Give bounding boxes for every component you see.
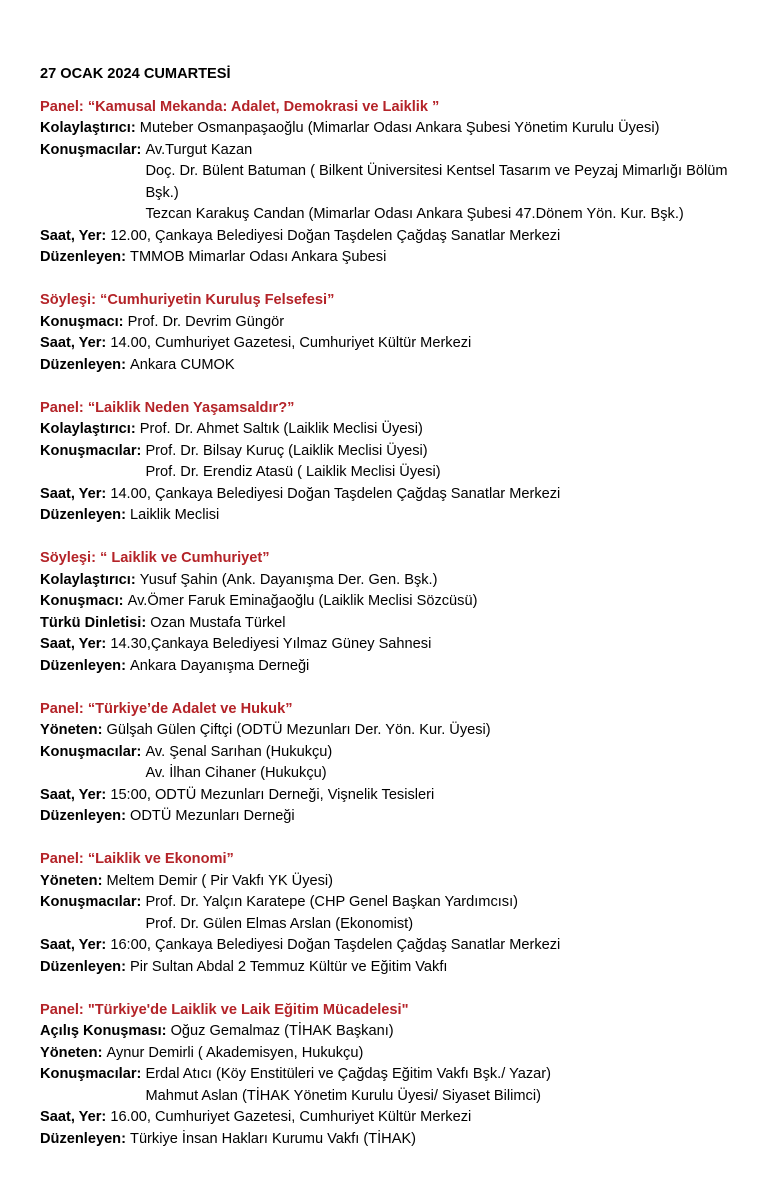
event-detail-row	[40, 634, 755, 656]
event-detail-value: Av. İlhan Cihaner (Hukukçu)	[145, 765, 327, 781]
event-detail-values	[145, 140, 735, 226]
event-detail-values	[110, 333, 471, 355]
event-detail-values	[130, 505, 219, 527]
event-detail-value: Gülşah Gülen Çiftçi (ODTÜ Mezunları Der. Yön. Kur. Üyesi)	[106, 722, 491, 738]
event-detail-label: Düzenleyen:	[40, 958, 126, 975]
event-detail-row	[40, 441, 755, 484]
event-detail-label: Yöneten:	[40, 722, 103, 738]
event-detail-row	[40, 892, 755, 935]
event-title: Söyleşi: “Cumhuriyetin Kuruluş Felsefesi”	[40, 292, 335, 308]
event-detail-label: Düzenleyen:	[40, 808, 126, 824]
event-detail-values	[145, 742, 332, 785]
event-block	[40, 97, 755, 269]
event-detail-values	[130, 957, 447, 979]
event-detail-row	[40, 312, 755, 334]
event-detail-row	[40, 785, 755, 807]
event-detail-label: Konuşmacılar:	[40, 743, 142, 760]
event-detail-label: Konuşmacılar:	[40, 141, 142, 158]
event-detail-label: Düzenleyen:	[40, 507, 126, 523]
event-detail-row	[40, 505, 755, 527]
event-detail-label: Düzenleyen:	[40, 657, 126, 674]
event-detail-value: Prof. Dr. Erendiz Atasü ( Laiklik Meclisi Üyesi)	[145, 464, 441, 480]
event-detail-value: Prof. Dr. Yalçın Karatepe (CHP Genel Başkan Yardımcısı)	[145, 894, 519, 910]
event-detail-row	[40, 118, 755, 140]
event-detail-row	[40, 247, 755, 269]
event-detail-values	[130, 656, 309, 678]
event-detail-values	[140, 118, 660, 140]
event-detail-label: Düzenleyen:	[40, 1130, 126, 1147]
event-detail-label: Konuşmacı:	[40, 313, 124, 330]
event-detail-values	[150, 613, 285, 635]
program-page	[40, 64, 755, 1172]
event-detail-label: Konuşmacılar:	[40, 1066, 142, 1082]
event-detail-row	[40, 484, 755, 506]
event-detail-row	[40, 591, 755, 613]
event-detail-value: Doç. Dr. Bülent Batuman ( Bilkent Üniversitesi Kentsel Tasarım ve Peyzaj Mimarlığı Bölüm Bşk.)	[145, 163, 728, 201]
event-block	[40, 699, 755, 828]
event-detail-values	[128, 591, 478, 613]
event-block	[40, 398, 755, 527]
event-detail-value: Pir Sultan Abdal 2 Temmuz Kültür ve Eğitim Vakfı	[130, 958, 448, 975]
event-detail-label: Saat, Yer:	[40, 335, 107, 351]
event-detail-value: Av.Turgut Kazan	[145, 141, 253, 158]
event-detail-value: Tezcan Karakuş Candan (Mimarlar Odası Ankara Şubesi 47.Dönem Yön. Kur. Bşk.)	[145, 206, 684, 222]
event-detail-row	[40, 140, 755, 226]
event-detail-label: Yöneten:	[40, 872, 103, 889]
event-detail-values	[130, 1129, 416, 1151]
event-detail-row	[40, 1043, 755, 1065]
event-block	[40, 1000, 755, 1151]
event-detail-row	[40, 333, 755, 355]
event-detail-values	[110, 226, 560, 248]
event-detail-value: Türkiye İnsan Hakları Kurumu Vakfı (TİHAK)	[130, 1130, 417, 1147]
event-block	[40, 548, 755, 677]
event-detail-value: 15:00, ODTÜ Mezunları Derneği, Vişnelik Tesisleri	[110, 786, 435, 803]
event-detail-values	[140, 419, 423, 441]
event-detail-row	[40, 570, 755, 592]
event-detail-value: Laiklik Meclisi	[130, 507, 220, 523]
event-detail-row	[40, 1129, 755, 1151]
event-title: Panel: “Türkiye’de Adalet ve Hukuk”	[40, 700, 293, 717]
event-list	[40, 97, 755, 1151]
event-detail-values	[110, 935, 560, 957]
event-detail-values	[107, 1043, 364, 1065]
event-detail-value: Mahmut Aslan (TİHAK Yönetim Kurulu Üyesi/ Siyaset Bilimci)	[145, 1087, 541, 1104]
event-detail-value: TMMOB Mimarlar Odası Ankara Şubesi	[130, 249, 387, 265]
event-detail-row	[40, 613, 755, 635]
event-title: Panel: “Laiklik Neden Yaşamsaldır?”	[40, 399, 295, 416]
event-detail-row	[40, 1107, 755, 1129]
event-detail-label: Yöneten:	[40, 1044, 103, 1061]
event-detail-row	[40, 656, 755, 678]
event-detail-label: Konuşmacılar:	[40, 894, 142, 910]
event-detail-value: Av.Ömer Faruk Eminağaoğlu (Laiklik Meclisi Sözcüsü)	[127, 593, 478, 609]
event-detail-value: Muteber Osmanpaşaoğlu (Mimarlar Odası Ankara Şubesi Yönetim Kurulu Üyesi)	[139, 120, 660, 136]
event-detail-value: Meltem Demir ( Pir Vakfı YK Üyesi)	[106, 872, 334, 889]
event-detail-values	[145, 441, 440, 484]
event-detail-values	[110, 785, 434, 807]
event-detail-value: Prof. Dr. Devrim Güngör	[127, 313, 285, 330]
event-detail-value: 16.00, Cumhuriyet Gazetesi, Cumhuriyet Kültür Merkezi	[110, 1109, 472, 1125]
event-detail-value: Aynur Demirli ( Akademisyen, Hukukçu)	[106, 1044, 364, 1061]
event-detail-label: Kolaylaştırıcı:	[40, 571, 136, 588]
event-detail-label: Saat, Yer:	[40, 636, 107, 652]
event-detail-values	[110, 484, 560, 506]
event-detail-row	[40, 742, 755, 785]
event-detail-label: Türkü Dinletisi:	[40, 614, 147, 631]
event-detail-values	[145, 892, 518, 935]
event-detail-values	[171, 1021, 394, 1043]
event-detail-values	[110, 634, 431, 656]
event-detail-label: Kolaylaştırıcı:	[40, 421, 136, 437]
event-detail-value: Ankara CUMOK	[130, 356, 235, 373]
event-detail-value: Prof. Dr. Bilsay Kuruç (Laiklik Meclisi Üyesi)	[145, 442, 428, 459]
event-detail-row	[40, 419, 755, 441]
event-detail-values	[145, 1064, 551, 1107]
event-detail-label: Konuşmacılar:	[40, 442, 142, 459]
event-detail-row	[40, 871, 755, 893]
event-detail-row	[40, 226, 755, 248]
event-detail-value: 14.00, Cumhuriyet Gazetesi, Cumhuriyet Kültür Merkezi	[110, 335, 472, 351]
event-detail-value: 14.00, Çankaya Belediyesi Doğan Taşdelen Çağdaş Sanatlar Merkezi	[110, 485, 561, 502]
event-detail-values	[130, 806, 295, 828]
event-detail-label: Düzenleyen:	[40, 356, 126, 373]
event-detail-values	[130, 247, 386, 269]
event-detail-label: Açılış Konuşması:	[40, 1023, 167, 1039]
event-detail-row	[40, 935, 755, 957]
event-detail-value: Prof. Dr. Gülen Elmas Arslan (Ekonomist)	[145, 915, 414, 932]
event-detail-row	[40, 720, 755, 742]
event-title: Söyleşi: “ Laiklik ve Cumhuriyet”	[40, 550, 270, 566]
event-detail-label: Konuşmacı:	[40, 593, 124, 609]
event-detail-value: Yusuf Şahin (Ank. Dayanışma Der. Gen. Bşk.)	[139, 571, 438, 588]
event-block	[40, 290, 755, 376]
event-detail-row	[40, 957, 755, 979]
event-detail-value: 16:00, Çankaya Belediyesi Doğan Taşdelen Çağdaş Sanatlar Merkezi	[110, 937, 561, 953]
event-detail-value: Av. Şenal Sarıhan (Hukukçu)	[145, 743, 333, 760]
event-detail-value: Erdal Atıcı (Köy Enstitüleri ve Çağdaş Eğitim Vakfı Bşk./ Yazar)	[145, 1066, 551, 1082]
event-detail-value: 12.00, Çankaya Belediyesi Doğan Taşdelen Çağdaş Sanatlar Merkezi	[110, 227, 561, 244]
event-detail-label: Saat, Yer:	[40, 937, 107, 953]
program-date: 27 OCAK 2024 CUMARTESİ	[40, 66, 231, 82]
event-title: Panel: “Kamusal Mekanda: Adalet, Demokrasi ve Laiklik ”	[40, 98, 440, 115]
event-title: Panel: “Laiklik ve Ekonomi”	[40, 851, 234, 867]
event-detail-value: Oğuz Gemalmaz (TİHAK Başkanı)	[170, 1023, 394, 1039]
event-detail-value: Ozan Mustafa Türkel	[150, 614, 286, 631]
event-detail-row	[40, 1021, 755, 1043]
event-detail-label: Saat, Yer:	[40, 227, 107, 244]
event-detail-value: 14.30,Çankaya Belediyesi Yılmaz Güney Sahnesi	[110, 636, 432, 652]
event-detail-values	[140, 570, 438, 592]
event-title: Panel: "Türkiye'de Laiklik ve Laik Eğitim Mücadelesi"	[40, 1001, 409, 1018]
event-detail-values	[107, 871, 334, 893]
event-detail-label: Kolaylaştırıcı:	[40, 120, 136, 136]
event-detail-values	[107, 720, 491, 742]
event-detail-values	[130, 355, 235, 377]
event-detail-values	[128, 312, 285, 334]
event-detail-value: Ankara Dayanışma Derneği	[130, 657, 310, 674]
event-detail-values	[110, 1107, 471, 1129]
event-detail-label: Saat, Yer:	[40, 786, 107, 803]
event-detail-value: ODTÜ Mezunları Derneği	[130, 808, 295, 824]
event-detail-label: Saat, Yer:	[40, 1109, 107, 1125]
event-detail-label: Düzenleyen:	[40, 249, 126, 265]
event-detail-row	[40, 1064, 755, 1107]
event-detail-value: Prof. Dr. Ahmet Saltık (Laiklik Meclisi Üyesi)	[139, 421, 423, 437]
event-block	[40, 849, 755, 978]
event-detail-row	[40, 806, 755, 828]
event-detail-row	[40, 355, 755, 377]
event-detail-label: Saat, Yer:	[40, 485, 107, 502]
